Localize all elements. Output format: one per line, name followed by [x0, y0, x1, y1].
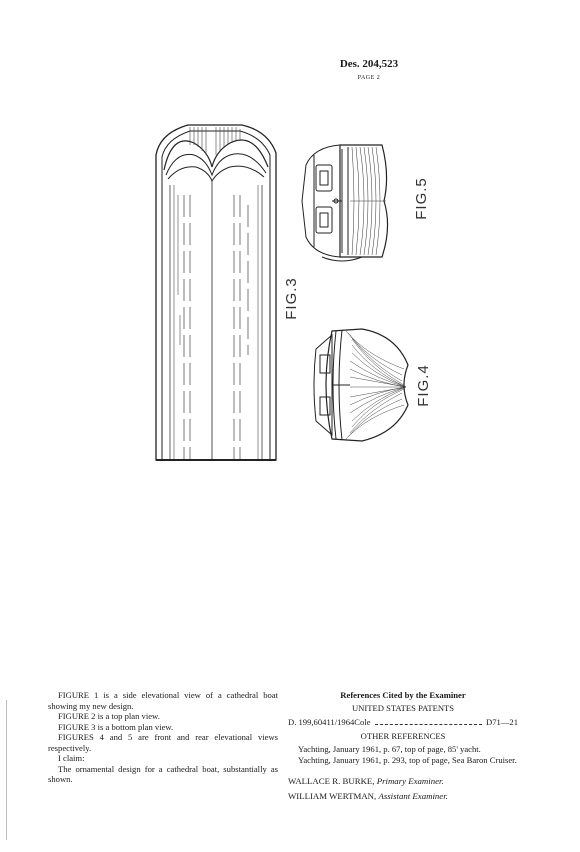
references-section [288, 690, 518, 802]
other-reference: Yachting, January 1961, p. 67, top of page, 85' yacht. [298, 744, 481, 754]
us-patents-heading: UNITED STATES PATENTS [351, 703, 455, 713]
fig4-drawing [306, 325, 416, 445]
other-references-heading: OTHER REFERENCES [360, 731, 446, 741]
us-patent-class: D71—21 [486, 717, 518, 727]
description-paragraph: FIGURES 4 and 5 are front and rear elevational views respectively. [48, 732, 278, 753]
other-reference: Yachting, January 1961, p. 293, top of page, Sea Baron Cruiser. [298, 755, 517, 765]
patent-number: Des. 204,523 [339, 58, 399, 70]
description-paragraph: FIGURE 2 is a top plan view. [58, 711, 160, 721]
description-paragraph: FIGURE 1 is a side elevational view of a cathedral boat showing my new design. [48, 690, 278, 711]
fig3-drawing [150, 115, 285, 465]
references-heading: References Cited by the Examiner [340, 690, 466, 700]
page-number: PAGE 2 [357, 75, 381, 81]
description-text [48, 690, 278, 785]
claim-heading: I claim: [58, 753, 85, 763]
us-patent-date: 11/1964 [326, 717, 355, 727]
description-paragraph: FIGURE 3 is a bottom plan view. [58, 721, 174, 732]
us-patent-name: Cole [354, 717, 371, 727]
assistant-examiner: WILLIAM WERTMAN, Assistant Examiner. [288, 791, 448, 801]
primary-examiner: WALLACE R. BURKE, Primary Examiner. [288, 776, 444, 786]
claim-text: The ornamental design for a cathedral boat, substantially as shown. [48, 763, 278, 784]
fig5-label: FIG.5 [412, 177, 430, 220]
fig5-drawing [292, 135, 402, 267]
fig3-label: FIG.3 [282, 277, 300, 320]
leader-dashes [375, 717, 482, 725]
margin-line [6, 700, 7, 840]
fig4-label: FIG.4 [414, 364, 432, 407]
us-patent-number: D. 199,604 [288, 717, 327, 727]
us-patent-row [288, 717, 518, 728]
